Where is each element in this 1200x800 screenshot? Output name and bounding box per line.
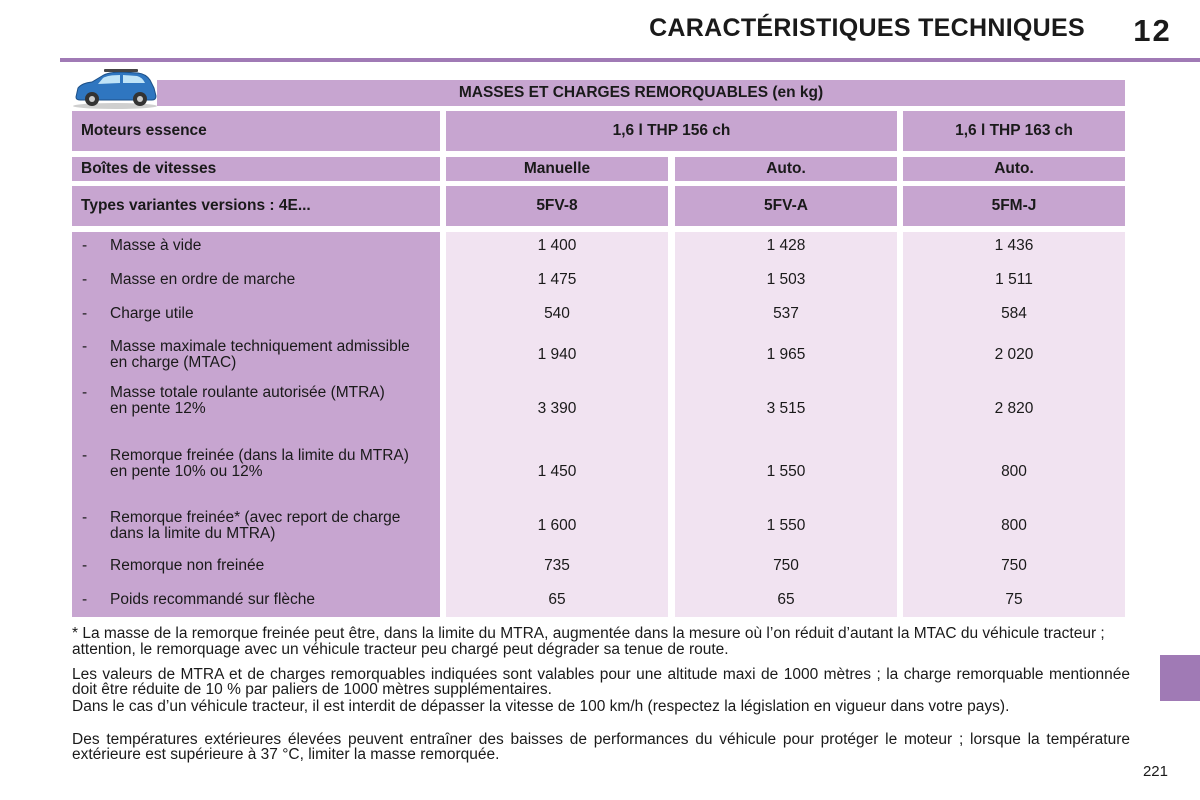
gearbox-1: Manuelle xyxy=(446,157,668,181)
row-value: 800 xyxy=(1001,517,1027,534)
gearbox-3: Auto. xyxy=(903,157,1125,181)
row-label: Remorque freinée (dans la limite du MTRA) en pente 10% ou 12% xyxy=(110,447,409,480)
row-value: 65 xyxy=(548,591,566,608)
car-icon xyxy=(70,66,160,110)
row-dash: - xyxy=(82,591,88,608)
row-label: Remorque non freinée xyxy=(110,557,265,574)
paragraph-temperature: Des températures extérieures élevées peuvent entraîner des baisses de performances du véhicule pour protéger le moteur ; lorsque la température extérieure est supérieure à 37 °C, limiter la masse remorquée. xyxy=(72,731,1130,763)
row-value: 1 475 xyxy=(537,271,577,288)
row-value: 1 965 xyxy=(766,346,806,363)
paragraph-altitude: Les valeurs de MTRA et de charges remorquables indiquées sont valables pour une altitude maxi de 1000 mètres ; la charge remorquable mentionnée doit être réduite de 10 % par paliers de 1000 mètres supplémentaires. xyxy=(72,666,1130,698)
row-value: 800 xyxy=(1001,463,1027,480)
table-row xyxy=(0,592,1200,608)
row-value: 750 xyxy=(1001,557,1027,574)
row-value: 75 xyxy=(1005,591,1023,608)
row-value: 540 xyxy=(544,305,570,322)
table-row xyxy=(0,448,1200,496)
row-dash: - xyxy=(82,271,88,288)
table-row xyxy=(0,306,1200,322)
variant-2: 5FV-A xyxy=(675,186,897,226)
row-dash: - xyxy=(82,509,88,526)
row-label: Masse totale roulante autorisée (MTRA) en pente 12% xyxy=(110,384,385,417)
table-title: MASSES ET CHARGES REMORQUABLES (en kg) xyxy=(157,80,1125,106)
row-dash: - xyxy=(82,557,88,574)
row-label: Masse en ordre de marche xyxy=(110,271,296,288)
row-value: 1 503 xyxy=(766,271,806,288)
row-value: 2 020 xyxy=(994,346,1034,363)
row-label: Charge utile xyxy=(110,305,194,322)
variant-1: 5FV-8 xyxy=(446,186,668,226)
row-label: Masse maximale techniquement admissible en charge (MTAC) xyxy=(110,338,410,371)
row-value: 1 940 xyxy=(537,346,577,363)
row-value: 3 515 xyxy=(766,400,806,417)
variant-3: 5FM-J xyxy=(903,186,1125,226)
row-label: Masse à vide xyxy=(110,237,202,254)
row-label: Remorque freinée* (avec report de charge dans la limite du MTRA) xyxy=(110,509,401,542)
row-value: 65 xyxy=(777,591,795,608)
engine-label: Moteurs essence xyxy=(72,111,440,151)
row-dash: - xyxy=(82,338,88,355)
table-row xyxy=(0,558,1200,574)
row-value: 750 xyxy=(773,557,799,574)
table-row xyxy=(0,272,1200,288)
page-title: CARACTÉRISTIQUES TECHNIQUES xyxy=(649,14,1085,42)
row-value: 1 600 xyxy=(537,517,577,534)
row-value: 537 xyxy=(773,305,799,322)
row-value: 1 550 xyxy=(766,517,806,534)
footnote: * La masse de la remorque freinée peut être, dans la limite du MTRA, augmentée dans la mesure où l’on réduit d’autant la MTAC du véhicule tracteur ; attention, le remorquage avec un véhicule tracteur peu chargé peut dégrader sa tenue de route. xyxy=(72,625,1105,658)
row-value: 2 820 xyxy=(994,400,1034,417)
page-number: 221 xyxy=(1142,763,1168,780)
table-row xyxy=(0,339,1200,371)
table-row xyxy=(0,510,1200,542)
row-dash: - xyxy=(82,447,88,464)
variants-label: Types variantes versions : 4E... xyxy=(72,186,440,226)
gearbox-2: Auto. xyxy=(675,157,897,181)
table-row xyxy=(0,238,1200,254)
row-dash: - xyxy=(82,237,88,254)
row-value: 735 xyxy=(544,557,570,574)
row-value: 1 511 xyxy=(995,271,1033,288)
chapter-side-tab xyxy=(1160,655,1200,701)
row-value: 1 428 xyxy=(766,237,806,254)
row-value: 1 436 xyxy=(994,237,1034,254)
row-dash: - xyxy=(82,384,88,401)
table-row xyxy=(0,385,1200,433)
row-value: 1 450 xyxy=(537,463,577,480)
engine-156: 1,6 l THP 156 ch xyxy=(446,111,897,151)
row-label: Poids recommandé sur flèche xyxy=(110,591,316,608)
row-value: 1 550 xyxy=(766,463,806,480)
paragraph-speed: Dans le cas d’un véhicule tracteur, il est interdit de dépasser la vitesse de 100 km/h (respectez la législation en vigueur dans votre pays). xyxy=(72,698,1010,715)
gearbox-label: Boîtes de vitesses xyxy=(72,157,440,181)
row-value: 1 400 xyxy=(537,237,577,254)
row-value: 3 390 xyxy=(537,400,577,417)
chapter-number: 12 xyxy=(1133,13,1172,48)
header-rule xyxy=(60,58,1200,62)
row-dash: - xyxy=(82,305,88,322)
engine-163: 1,6 l THP 163 ch xyxy=(903,111,1125,151)
row-value: 584 xyxy=(1001,305,1027,322)
